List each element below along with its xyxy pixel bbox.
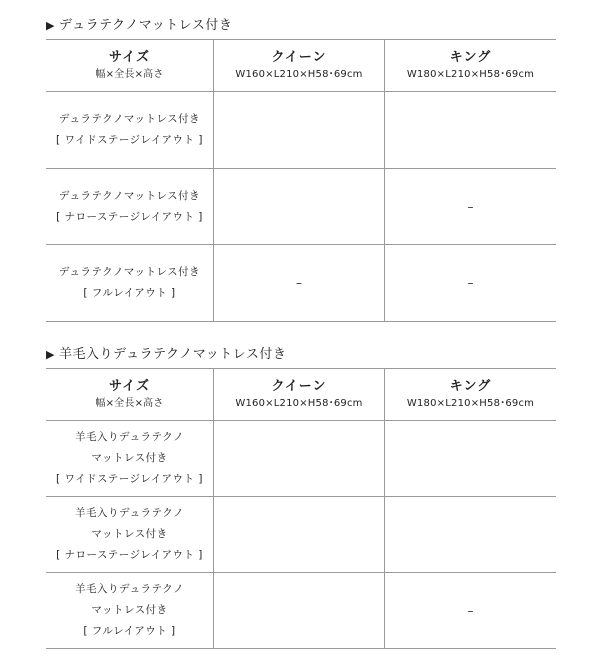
header-king-title: キング: [449, 378, 492, 394]
table-row: [46, 421, 556, 497]
header-size-cell: [46, 369, 214, 421]
king-cell: –: [385, 169, 557, 245]
triangle-bullet-icon: ▶: [46, 348, 55, 361]
row-label-line: 羊毛入りデュラテクノ: [74, 583, 185, 595]
header-size-sub: 幅×全長×高さ: [95, 397, 164, 409]
king-cell: [385, 92, 557, 169]
header-queen-sub: W160×L210×H58･69cm: [235, 68, 363, 80]
table-header-row: [46, 369, 556, 421]
queen-cell: [214, 169, 385, 245]
row-label-line: 羊毛入りデュラテクノ: [74, 507, 185, 519]
header-queen-cell: [214, 369, 385, 421]
row-label-cell: [46, 497, 214, 573]
row-label-cell: [46, 92, 214, 169]
header-queen-title: クイーン: [271, 49, 327, 65]
row-label-cell: [46, 421, 214, 497]
row-label-line: [ フルレイアウト ]: [83, 287, 176, 299]
row-label-line: マットレス付き: [91, 604, 168, 616]
triangle-bullet-icon: ▶: [46, 19, 55, 32]
queen-cell: [214, 573, 385, 649]
size-table-2: [46, 368, 556, 649]
header-queen-cell: [214, 40, 385, 92]
header-king-sub: W180×L210×H58･69cm: [406, 68, 535, 80]
row-label-cell: [46, 245, 214, 322]
section-title-text: 羊毛入りデュラテクノマットレス付き: [58, 347, 287, 362]
queen-cell: [214, 92, 385, 169]
section-title-2: [46, 343, 286, 362]
king-cell: –: [385, 245, 557, 322]
table-header-row: [46, 40, 556, 92]
row-label-line: マットレス付き: [91, 528, 168, 540]
table-row: [46, 169, 556, 245]
table-row: [46, 497, 556, 573]
row-label-cell: [46, 169, 214, 245]
size-table-1: [46, 39, 556, 322]
section-title-1: [46, 14, 232, 33]
header-king-title: キング: [449, 49, 492, 65]
header-king-sub: W180×L210×H58･69cm: [406, 397, 535, 409]
queen-cell: –: [214, 245, 385, 322]
row-label-line: デュラテクノマットレス付き: [58, 266, 201, 278]
header-king-cell: [385, 369, 557, 421]
row-label-cell: [46, 573, 214, 649]
header-size-sub: 幅×全長×高さ: [95, 68, 164, 80]
header-size-title: サイズ: [109, 378, 150, 394]
header-queen-title: クイーン: [271, 378, 327, 394]
row-label-line: [ ナローステージレイアウト ]: [56, 549, 203, 561]
queen-cell: [214, 497, 385, 573]
row-label-line: [ ナローステージレイアウト ]: [56, 210, 203, 223]
row-label-line: デュラテクノマットレス付き: [58, 189, 201, 202]
row-label-line: [ フルレイアウト ]: [83, 625, 176, 637]
header-size-title: サイズ: [109, 49, 150, 65]
table-row: [46, 92, 556, 169]
row-label-line: [ ワイドステージレイアウト ]: [56, 473, 203, 485]
row-label-line: [ ワイドステージレイアウト ]: [56, 134, 203, 146]
header-queen-sub: W160×L210×H58･69cm: [235, 397, 363, 409]
header-size-cell: [46, 40, 214, 92]
section-title-text: デュラテクノマットレス付き: [58, 18, 233, 33]
table-row: [46, 245, 556, 322]
king-cell: –: [385, 573, 557, 649]
row-label-line: マットレス付き: [91, 452, 168, 464]
king-cell: [385, 497, 557, 573]
king-cell: [385, 421, 557, 497]
row-label-line: デュラテクノマットレス付き: [58, 113, 201, 125]
row-label-line: 羊毛入りデュラテクノ: [74, 431, 185, 443]
queen-cell: [214, 421, 385, 497]
header-king-cell: [385, 40, 557, 92]
table-row: [46, 573, 556, 649]
